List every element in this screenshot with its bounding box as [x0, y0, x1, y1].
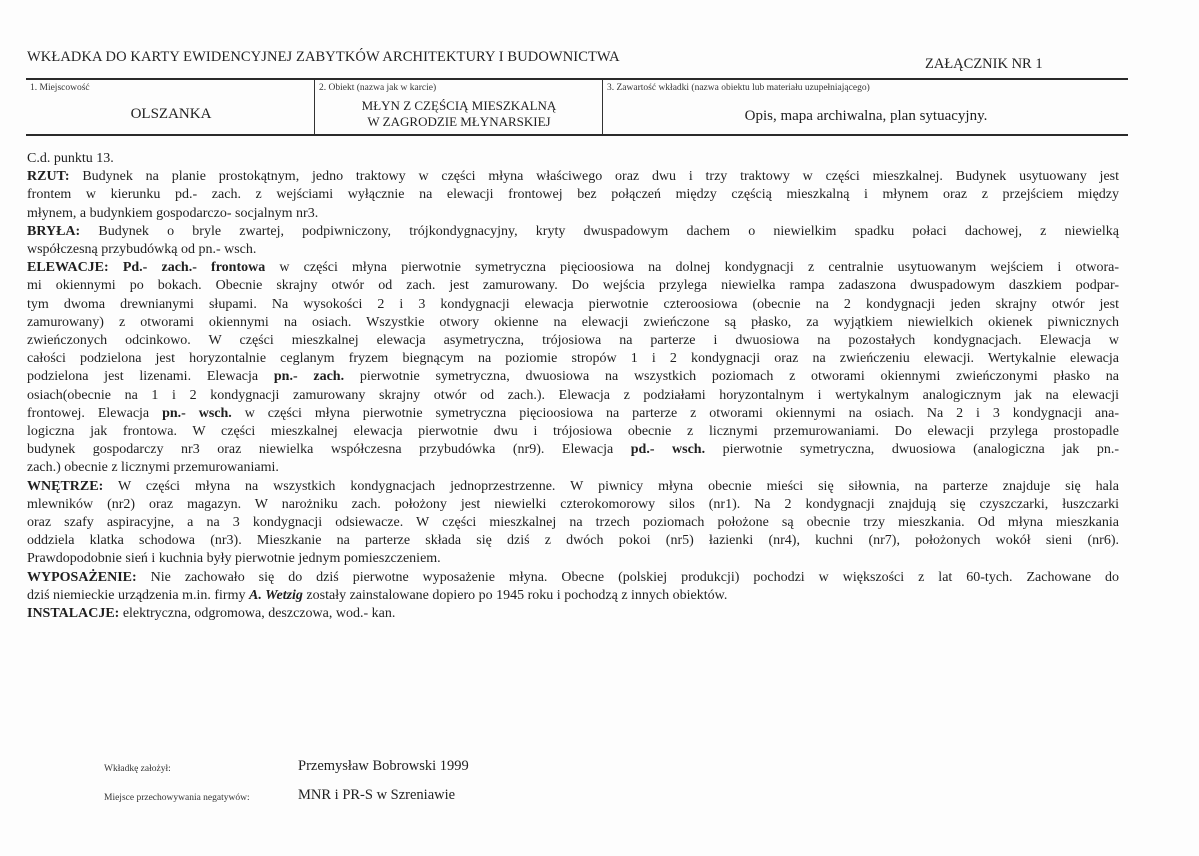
elewacje-line: pierwotnie symetryczna, dwuosiowa na wszystkich poziomach z otworami okiennymi zwieńczonymi płasko na — [344, 369, 1119, 385]
bryla-line: współczesną przybudówką od pn.- wsch. — [27, 242, 257, 258]
header-top-rule — [26, 78, 1128, 80]
elewacje-line: frontowej. Elewacja — [27, 405, 163, 421]
elevation-name-ne: pn.- wsch. — [162, 405, 232, 421]
elewacje-line: budynek gospodarczy nr3 oraz niewielka współczesna przybudówka (nr9). Elewacja — [27, 442, 631, 458]
wnetrze-line: W części młyna na wszystkich kondygnacjach jednoprzestrzenne. W piwnicy młyna obecnie mieści się siłownia, na parterze znajduje się hala — [103, 478, 1119, 494]
elevation-name-se: pd.- wsch. — [630, 442, 706, 458]
section-elewacje — [27, 259, 1119, 477]
object-value-line-2: W ZAGRODZIE MŁYNARSKIEJ — [367, 114, 551, 129]
created-by-label: Wkładkę założył: — [104, 764, 171, 774]
rzut-line: młynem, a budynkiem gospodarczo- socjalnym nr3. — [27, 205, 319, 221]
wnetrze-line: mlewników (nr2) oraz magazyn. W narożniku zach. położony jest niewielki czterokomorowy silos (nr1). Na 2 kondygnacji znajdują się czyszczarki, łuszczarki — [27, 496, 1119, 512]
object-value-line-1: MŁYN Z CZĘŚCIĄ MIESZKALNĄ — [361, 98, 557, 113]
elewacje-line: zwieńczonych odcinkowo. W części mieszkalnej elewacja asymetryczna, trójosiowa na parterze i dwuosiowa na pozostałych kondygnacjach. Elewacja w — [27, 333, 1119, 349]
instalacje-text: elektryczna, odgromowa, deszczowa, wod.- kan. — [119, 606, 396, 622]
object-label: 2. Obiekt (nazwa jak w karcie) — [319, 83, 437, 93]
elewacje-line: zach.) obecnie z licznymi przemurowaniami. — [27, 460, 279, 476]
elewacje-line: logiczna jak frontowa. W części mieszkalnej elewacja pierwotnie dwu i trójosiowa obecnie z licznymi przemurowaniami. Do elewacji przylega prostopadle — [27, 424, 1119, 440]
continuation-note: C.d. punktu 13. — [27, 151, 114, 166]
instalacje-heading: INSTALACJE: — [27, 606, 120, 622]
elewacje-line: całości podzielona jest horyzontalnie ceglanym fryzem biegnącym na poziomie stropów 1 i 2 kondygnacji oraz na zwieńczeniu elewacji. Wertykalnie elewacja — [27, 351, 1119, 367]
elewacje-line: tym dwoma drewnianymi słupami. Na wysokości 2 i 3 kondygnacji elewacja pierwotnie czteroosiowa (obecnie na 2 kondygnacji jeden skrajny otwór jest — [27, 296, 1119, 312]
wnetrze-line: oraz szafy aspiracyjne, a na 3 kondygnacji odsiewacze. W części mieszkalnej na trzech poziomach położone są obecnie trzy mieszkania. Od młyna mieszkania — [27, 515, 1119, 531]
annex-number: ZAŁĄCZNIK NR 1 — [925, 56, 1043, 72]
section-wyposazenie — [27, 569, 1119, 605]
section-rzut — [27, 168, 1119, 223]
description-body — [27, 150, 1119, 623]
elewacje-heading: ELEWACJE: — [27, 260, 109, 276]
section-instalacje — [27, 605, 1119, 623]
section-bryla — [27, 223, 1119, 259]
column-divider-2 — [602, 80, 603, 134]
wnetrze-line: oddziela klatka schodowa (nr3). Mieszkanie na parterze składa się dziś z dwóch pokoi (nr5) łazienki (nr4), kuchni (nr7), położonych wokół sieni (nr6). — [27, 533, 1119, 549]
wyposazenie-heading: WYPOSAŻENIE: — [27, 569, 137, 585]
section-wnetrze — [27, 478, 1119, 569]
content-value: Opis, mapa archiwalna, plan sytuacyjny. — [744, 108, 988, 124]
firm-name: A. Wetzig — [248, 587, 303, 603]
elewacje-line: w części młyna pierwotnie symetryczna pięcioosiowa na dolnej kondygnacji z centralnie usytuowanym wejściem i otwora- — [265, 260, 1119, 276]
rzut-line: Budynek na planie prostokątnym, jedno traktowy w części młyna właściwego oraz dwu i trzy traktowy w części mieszkalnej. Budynek usytuowany jest — [69, 169, 1119, 185]
wyposazenie-line: dziś niemieckie urządzenia m.in. firmy — [27, 587, 249, 603]
elewacje-line: zamurowany) z otworami okiennymi na osiach. Wszystkie otwory okienne na elewacji zwieńczone są płasko, za wyjątkiem niewielkich okienek piwnicznych — [27, 314, 1119, 330]
content-label: 3. Zawartość wkładki (nazwa obiektu lub materiału uzupełniającego) — [607, 83, 870, 93]
object-value — [316, 98, 602, 130]
elewacje-line: mi okiennymi po bokach. Obecnie skrajny otwór od zach. jest zamurowany. Do wejścia przylega niewielka rampa zadaszona dwuspadowym daszkiem podpar- — [27, 278, 1119, 294]
created-by-value: Przemysław Bobrowski 1999 — [298, 758, 469, 774]
document-title: WKŁADKA DO KARTY EWIDENCYJNEJ ZABYTKÓW ARCHITEKTURY I BUDOWNICTWA — [27, 49, 620, 65]
elewacje-line: osiach(obecnie na 1 i 2 kondygnacji zamurowany skrajny otwór od zach.). Elewacja z podziałami horyzontalnym i wertykalnym analogicznym jak na elewacji — [27, 387, 1119, 403]
bryla-heading: BRYŁA: — [27, 223, 81, 239]
rzut-heading: RZUT: — [27, 169, 70, 185]
locality-value: OLSZANKA — [130, 106, 212, 122]
header-bottom-rule — [26, 134, 1128, 136]
wnetrze-line: Prawdopodobnie sień i kuchnia były pierwotnie jednym pomieszczeniem. — [27, 551, 441, 567]
negatives-storage-label: Miejsce przechowywania negatywów: — [104, 793, 250, 803]
wnetrze-heading: WNĘTRZE: — [27, 478, 104, 494]
elevation-name-front: Pd.- zach.- frontowa — [122, 260, 266, 276]
bryla-line: Budynek o bryle zwartej, podpiwniczony, trójkondygnacyjny, kryty dwuspadowym dachem o niewielkim spadku połaci dachowej, z niewielką — [80, 223, 1119, 239]
elewacje-line: w części młyna pierwotnie symetryczna pięcioosiowa na parterze z otworami okiennymi na osiach. Na 2 i 3 kondygnacji ana- — [231, 405, 1119, 421]
elewacje-line: podzielona jest lizenami. Elewacja — [27, 369, 274, 385]
locality-label: 1. Miejscowość — [30, 83, 90, 93]
wyposazenie-line: Nie zachowało się do dziś pierwotne wyposażenie młyna. Obecne (polskiej produkcji) pochodzi w większości z lat 60-tych. Zachowane do — [136, 569, 1119, 585]
elewacje-line: pierwotnie symetryczna, dwuosiowa (analogiczna jak pn.- — [705, 442, 1120, 458]
negatives-storage-value: MNR i PR-S w Szreniawie — [298, 787, 456, 803]
column-divider-1 — [314, 80, 315, 134]
rzut-line: frontem w kierunku pd.- zach. z wejściami wyłącznie na elewacji frontowej bez połączeń między częścią mieszkalną i młynem oraz z przejściem między — [27, 187, 1119, 203]
elevation-name-nw: pn.- zach. — [273, 369, 345, 385]
wyposazenie-line: zostały zainstalowane dopiero po 1945 roku i pochodzą z innych obiektów. — [302, 587, 728, 603]
